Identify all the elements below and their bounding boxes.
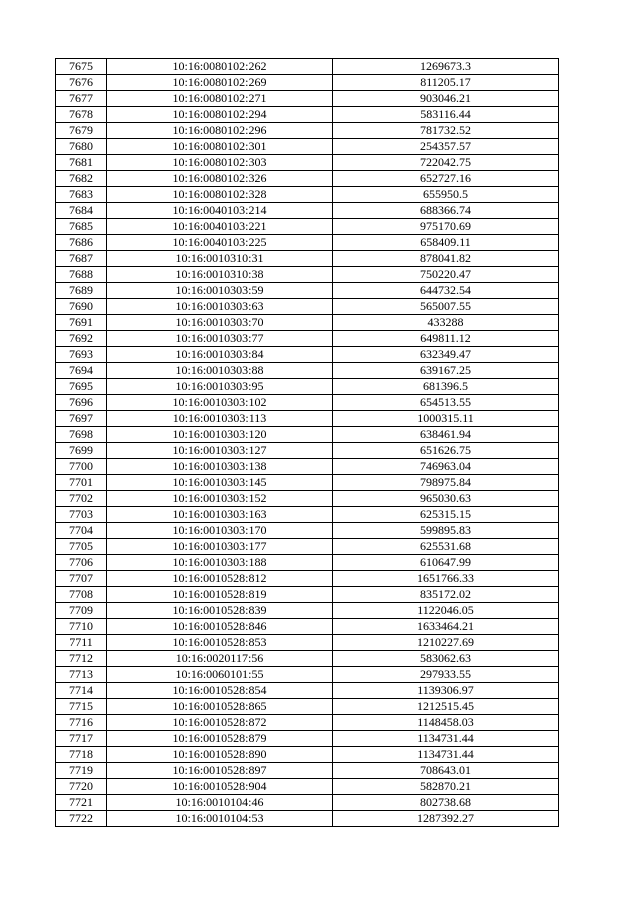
row-number-cell: 7694 xyxy=(56,363,107,379)
row-number-cell: 7686 xyxy=(56,235,107,251)
value-cell: 658409.11 xyxy=(333,235,559,251)
value-cell: 722042.75 xyxy=(333,155,559,171)
cadastral-number-cell: 10:16:0010528:897 xyxy=(107,763,333,779)
row-number-cell: 7716 xyxy=(56,715,107,731)
table-row xyxy=(56,187,559,203)
cadastral-number-cell: 10:16:0010528:819 xyxy=(107,587,333,603)
table-row xyxy=(56,331,559,347)
cadastral-number-cell: 10:16:0010303:138 xyxy=(107,459,333,475)
table-row xyxy=(56,731,559,747)
value-cell: 651626.75 xyxy=(333,443,559,459)
row-number-cell: 7697 xyxy=(56,411,107,427)
value-cell: 583062.63 xyxy=(333,651,559,667)
row-number-cell: 7684 xyxy=(56,203,107,219)
value-cell: 625315.15 xyxy=(333,507,559,523)
value-cell: 652727.16 xyxy=(333,171,559,187)
value-cell: 798975.84 xyxy=(333,475,559,491)
table-row xyxy=(56,315,559,331)
row-number-cell: 7717 xyxy=(56,731,107,747)
row-number-cell: 7695 xyxy=(56,379,107,395)
value-cell: 644732.54 xyxy=(333,283,559,299)
table-row xyxy=(56,459,559,475)
cadastral-value-table xyxy=(55,58,559,827)
value-cell: 781732.52 xyxy=(333,123,559,139)
table-row xyxy=(56,667,559,683)
table-row xyxy=(56,219,559,235)
value-cell: 1212515.45 xyxy=(333,699,559,715)
row-number-cell: 7706 xyxy=(56,555,107,571)
cadastral-number-cell: 10:16:0010303:163 xyxy=(107,507,333,523)
cadastral-number-cell: 10:16:0010104:53 xyxy=(107,811,333,827)
cadastral-number-cell: 10:16:0010303:152 xyxy=(107,491,333,507)
table-row xyxy=(56,91,559,107)
cadastral-number-cell: 10:16:0080102:262 xyxy=(107,59,333,75)
table-row xyxy=(56,363,559,379)
table-row xyxy=(56,267,559,283)
value-cell: 297933.55 xyxy=(333,667,559,683)
row-number-cell: 7681 xyxy=(56,155,107,171)
row-number-cell: 7701 xyxy=(56,475,107,491)
value-cell: 638461.94 xyxy=(333,427,559,443)
table-row xyxy=(56,123,559,139)
value-cell: 254357.57 xyxy=(333,139,559,155)
row-number-cell: 7687 xyxy=(56,251,107,267)
table-row xyxy=(56,747,559,763)
table-row xyxy=(56,427,559,443)
row-number-cell: 7678 xyxy=(56,107,107,123)
table-row xyxy=(56,395,559,411)
table-row xyxy=(56,539,559,555)
value-cell: 750220.47 xyxy=(333,267,559,283)
table-body xyxy=(56,59,559,827)
cadastral-number-cell: 10:16:0010303:120 xyxy=(107,427,333,443)
value-cell: 649811.12 xyxy=(333,331,559,347)
table-row xyxy=(56,651,559,667)
row-number-cell: 7709 xyxy=(56,603,107,619)
table-row xyxy=(56,59,559,75)
row-number-cell: 7715 xyxy=(56,699,107,715)
row-number-cell: 7691 xyxy=(56,315,107,331)
cadastral-number-cell: 10:16:0010303:70 xyxy=(107,315,333,331)
row-number-cell: 7698 xyxy=(56,427,107,443)
value-cell: 811205.17 xyxy=(333,75,559,91)
table-row xyxy=(56,347,559,363)
cadastral-number-cell: 10:16:0010528:890 xyxy=(107,747,333,763)
row-number-cell: 7703 xyxy=(56,507,107,523)
cadastral-number-cell: 10:16:0010528:812 xyxy=(107,571,333,587)
cadastral-number-cell: 10:16:0010528:865 xyxy=(107,699,333,715)
row-number-cell: 7692 xyxy=(56,331,107,347)
cadastral-number-cell: 10:16:0010303:188 xyxy=(107,555,333,571)
table-row xyxy=(56,235,559,251)
value-cell: 639167.25 xyxy=(333,363,559,379)
cadastral-number-cell: 10:16:0010528:879 xyxy=(107,731,333,747)
table-row xyxy=(56,683,559,699)
cadastral-number-cell: 10:16:0010303:102 xyxy=(107,395,333,411)
row-number-cell: 7711 xyxy=(56,635,107,651)
value-cell: 632349.47 xyxy=(333,347,559,363)
cadastral-number-cell: 10:16:0080102:271 xyxy=(107,91,333,107)
table-row xyxy=(56,475,559,491)
table-row xyxy=(56,283,559,299)
value-cell: 746963.04 xyxy=(333,459,559,475)
value-cell: 903046.21 xyxy=(333,91,559,107)
cadastral-number-cell: 10:16:0010303:63 xyxy=(107,299,333,315)
cadastral-number-cell: 10:16:0080102:328 xyxy=(107,187,333,203)
table-row xyxy=(56,811,559,827)
value-cell: 802738.68 xyxy=(333,795,559,811)
row-number-cell: 7680 xyxy=(56,139,107,155)
row-number-cell: 7714 xyxy=(56,683,107,699)
value-cell: 433288 xyxy=(333,315,559,331)
row-number-cell: 7700 xyxy=(56,459,107,475)
value-cell: 1287392.27 xyxy=(333,811,559,827)
value-cell: 975170.69 xyxy=(333,219,559,235)
value-cell: 688366.74 xyxy=(333,203,559,219)
row-number-cell: 7690 xyxy=(56,299,107,315)
value-cell: 1139306.97 xyxy=(333,683,559,699)
value-cell: 1269673.3 xyxy=(333,59,559,75)
table-row xyxy=(56,299,559,315)
row-number-cell: 7683 xyxy=(56,187,107,203)
row-number-cell: 7708 xyxy=(56,587,107,603)
row-number-cell: 7712 xyxy=(56,651,107,667)
value-cell: 583116.44 xyxy=(333,107,559,123)
value-cell: 1122046.05 xyxy=(333,603,559,619)
value-cell: 708643.01 xyxy=(333,763,559,779)
row-number-cell: 7693 xyxy=(56,347,107,363)
value-cell: 565007.55 xyxy=(333,299,559,315)
table-row xyxy=(56,571,559,587)
table-row xyxy=(56,155,559,171)
value-cell: 582870.21 xyxy=(333,779,559,795)
value-cell: 1210227.69 xyxy=(333,635,559,651)
cadastral-number-cell: 10:16:0080102:269 xyxy=(107,75,333,91)
row-number-cell: 7696 xyxy=(56,395,107,411)
value-cell: 655950.5 xyxy=(333,187,559,203)
cadastral-number-cell: 10:16:0010528:872 xyxy=(107,715,333,731)
value-cell: 1134731.44 xyxy=(333,747,559,763)
cadastral-number-cell: 10:16:0010303:177 xyxy=(107,539,333,555)
table-row xyxy=(56,795,559,811)
table-row xyxy=(56,555,559,571)
cadastral-number-cell: 10:16:0080102:326 xyxy=(107,171,333,187)
cadastral-number-cell: 10:16:0010303:77 xyxy=(107,331,333,347)
value-cell: 625531.68 xyxy=(333,539,559,555)
row-number-cell: 7704 xyxy=(56,523,107,539)
table-row xyxy=(56,619,559,635)
row-number-cell: 7722 xyxy=(56,811,107,827)
table-row xyxy=(56,715,559,731)
row-number-cell: 7676 xyxy=(56,75,107,91)
value-cell: 599895.83 xyxy=(333,523,559,539)
table-row xyxy=(56,75,559,91)
row-number-cell: 7689 xyxy=(56,283,107,299)
cadastral-number-cell: 10:16:0010528:839 xyxy=(107,603,333,619)
value-cell: 835172.02 xyxy=(333,587,559,603)
row-number-cell: 7688 xyxy=(56,267,107,283)
row-number-cell: 7718 xyxy=(56,747,107,763)
row-number-cell: 7713 xyxy=(56,667,107,683)
value-cell: 1633464.21 xyxy=(333,619,559,635)
value-cell: 1651766.33 xyxy=(333,571,559,587)
table-row xyxy=(56,491,559,507)
row-number-cell: 7705 xyxy=(56,539,107,555)
cadastral-number-cell: 10:16:0010310:31 xyxy=(107,251,333,267)
cadastral-number-cell: 10:16:0010528:904 xyxy=(107,779,333,795)
row-number-cell: 7710 xyxy=(56,619,107,635)
cadastral-number-cell: 10:16:0010528:853 xyxy=(107,635,333,651)
value-cell: 1134731.44 xyxy=(333,731,559,747)
cadastral-number-cell: 10:16:0080102:301 xyxy=(107,139,333,155)
table-row xyxy=(56,171,559,187)
value-cell: 965030.63 xyxy=(333,491,559,507)
cadastral-number-cell: 10:16:0010104:46 xyxy=(107,795,333,811)
cadastral-number-cell: 10:16:0080102:294 xyxy=(107,107,333,123)
row-number-cell: 7702 xyxy=(56,491,107,507)
row-number-cell: 7699 xyxy=(56,443,107,459)
cadastral-number-cell: 10:16:0010528:846 xyxy=(107,619,333,635)
row-number-cell: 7679 xyxy=(56,123,107,139)
table-row xyxy=(56,107,559,123)
table-row xyxy=(56,139,559,155)
cadastral-number-cell: 10:16:0010528:854 xyxy=(107,683,333,699)
cadastral-number-cell: 10:16:0010303:113 xyxy=(107,411,333,427)
row-number-cell: 7682 xyxy=(56,171,107,187)
table-row xyxy=(56,587,559,603)
cadastral-number-cell: 10:16:0010310:38 xyxy=(107,267,333,283)
cadastral-number-cell: 10:16:0080102:303 xyxy=(107,155,333,171)
row-number-cell: 7719 xyxy=(56,763,107,779)
cadastral-number-cell: 10:16:0040103:221 xyxy=(107,219,333,235)
cadastral-number-cell: 10:16:0040103:214 xyxy=(107,203,333,219)
cadastral-number-cell: 10:16:0080102:296 xyxy=(107,123,333,139)
cadastral-number-cell: 10:16:0010303:84 xyxy=(107,347,333,363)
row-number-cell: 7685 xyxy=(56,219,107,235)
cadastral-number-cell: 10:16:0020117:56 xyxy=(107,651,333,667)
cadastral-number-cell: 10:16:0010303:59 xyxy=(107,283,333,299)
cadastral-number-cell: 10:16:0040103:225 xyxy=(107,235,333,251)
table-row xyxy=(56,699,559,715)
value-cell: 610647.99 xyxy=(333,555,559,571)
row-number-cell: 7707 xyxy=(56,571,107,587)
table-row xyxy=(56,411,559,427)
row-number-cell: 7721 xyxy=(56,795,107,811)
table-row xyxy=(56,379,559,395)
cadastral-number-cell: 10:16:0010303:170 xyxy=(107,523,333,539)
table-row xyxy=(56,203,559,219)
value-cell: 654513.55 xyxy=(333,395,559,411)
table-row xyxy=(56,779,559,795)
table-row xyxy=(56,635,559,651)
cadastral-number-cell: 10:16:0010303:95 xyxy=(107,379,333,395)
cadastral-number-cell: 10:16:0060101:55 xyxy=(107,667,333,683)
value-cell: 1000315.11 xyxy=(333,411,559,427)
value-cell: 681396.5 xyxy=(333,379,559,395)
value-cell: 878041.82 xyxy=(333,251,559,267)
table-row xyxy=(56,763,559,779)
row-number-cell: 7677 xyxy=(56,91,107,107)
value-cell: 1148458.03 xyxy=(333,715,559,731)
row-number-cell: 7675 xyxy=(56,59,107,75)
cadastral-number-cell: 10:16:0010303:127 xyxy=(107,443,333,459)
table-row xyxy=(56,507,559,523)
table-row xyxy=(56,251,559,267)
table-row xyxy=(56,603,559,619)
table-row xyxy=(56,443,559,459)
cadastral-number-cell: 10:16:0010303:145 xyxy=(107,475,333,491)
table-row xyxy=(56,523,559,539)
row-number-cell: 7720 xyxy=(56,779,107,795)
cadastral-number-cell: 10:16:0010303:88 xyxy=(107,363,333,379)
